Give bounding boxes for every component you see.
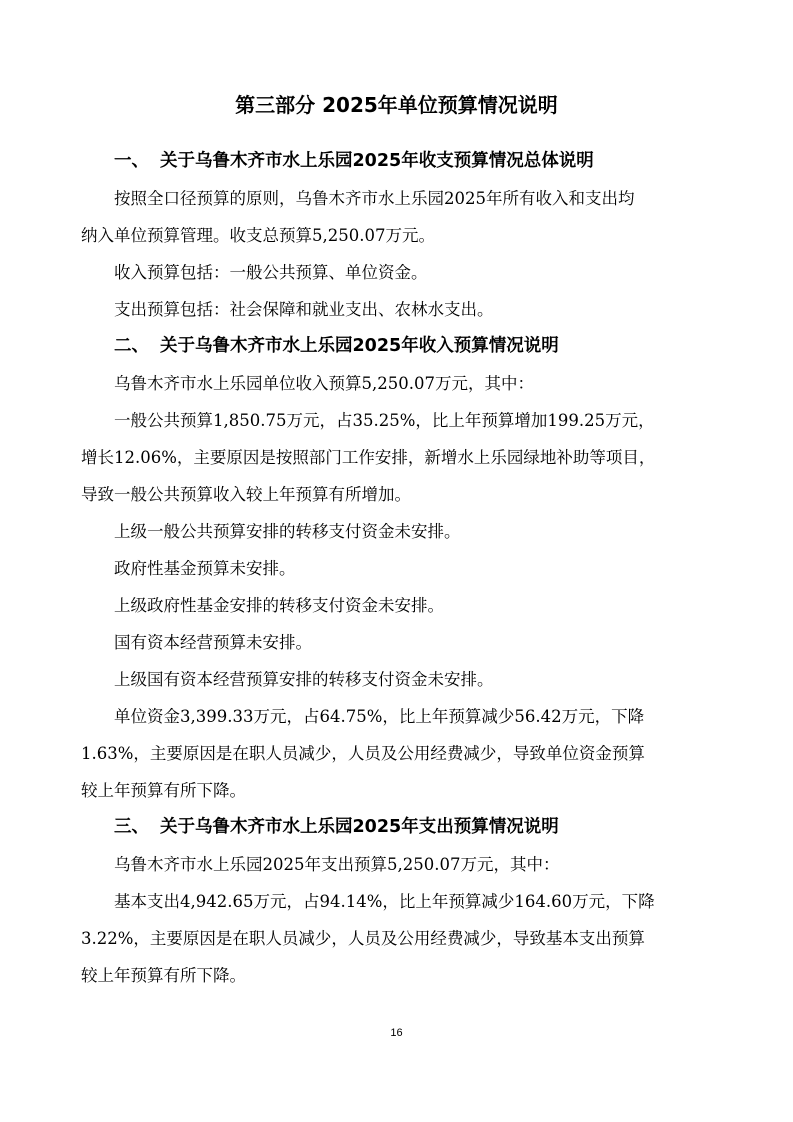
paragraph [114, 587, 718, 624]
section-heading [114, 809, 718, 846]
paragraph [81, 883, 718, 994]
paragraph-line: 上级国有资本经营预算安排的转移支付资金未安排。 [114, 670, 494, 689]
paragraph-line: 上级政府性基金安排的转移支付资金未安排。 [114, 596, 444, 615]
section-number: 三、 [114, 817, 149, 837]
section-heading-text: 关于乌鲁木齐市水上乐园2025年收入预算情况说明 [160, 336, 559, 356]
paragraph-line: 上级一般公共预算安排的转移支付资金未安排。 [114, 522, 461, 541]
section-heading [114, 328, 718, 365]
paragraph [81, 180, 718, 254]
paragraph-line: 增长12.06%，主要原因是按照部门工作安排，新增水上乐园绿地补助等项目， [81, 448, 656, 467]
page-title: 第三部分 2025年单位预算情况说明 [235, 93, 558, 117]
paragraph-line: 乌鲁木齐市水上乐园2025年支出预算5,250.07万元，其中： [114, 855, 560, 874]
section-heading-text: 关于乌鲁木齐市水上乐园2025年收支预算情况总体说明 [160, 151, 594, 171]
paragraph-line: 乌鲁木齐市水上乐园单位收入预算5,250.07万元，其中： [114, 374, 534, 393]
paragraph-line: 基本支出4,942.65万元，占94.14%，比上年预算减少164.60万元，下降 [114, 892, 655, 911]
paragraph-line: 导致一般公共预算收入较上年预算有所增加。 [81, 485, 411, 504]
paragraph-line: 较上年预算有所下降。 [81, 966, 246, 985]
paragraph-line: 单位资金3,399.33万元，占64.75%，比上年预算减少56.42万元，下降 [114, 707, 645, 726]
paragraph-line: 纳入单位预算管理。收支总预算5,250.07万元。 [81, 226, 435, 245]
section-number: 一、 [114, 151, 149, 171]
paragraph [81, 698, 718, 809]
paragraph-line: 国有资本经营预算未安排。 [114, 633, 312, 652]
paragraph [114, 661, 718, 698]
paragraph-line: 按照全口径预算的原则，乌鲁木齐市水上乐园2025年所有收入和支出均 [114, 189, 635, 208]
section-heading [114, 143, 718, 180]
paragraph-line: 1.63%，主要原因是在职人员减少，人员及公用经费减少，导致单位资金预算 [81, 744, 645, 763]
paragraph [114, 291, 718, 328]
paragraph [114, 624, 718, 661]
paragraph [114, 254, 718, 291]
section-number: 二、 [114, 336, 149, 356]
paragraph-line: 一般公共预算1,850.75万元，占35.25%，比上年预算增加199.25万元， [114, 411, 655, 430]
paragraph-line: 收入预算包括：一般公共预算、单位资金。 [114, 263, 428, 282]
paragraph [114, 550, 718, 587]
section-heading-text: 关于乌鲁木齐市水上乐园2025年支出预算情况说明 [160, 817, 559, 837]
paragraph-line: 政府性基金预算未安排。 [114, 559, 296, 578]
paragraph [114, 846, 718, 883]
paragraph-line: 3.22%，主要原因是在职人员减少，人员及公用经费减少，导致基本支出预算 [81, 929, 645, 948]
page-number: 16 [390, 1027, 403, 1039]
document-body [81, 143, 718, 994]
paragraph [114, 365, 718, 402]
paragraph-line: 较上年预算有所下降。 [81, 781, 246, 800]
paragraph-line: 支出预算包括：社会保障和就业支出、农林水支出。 [114, 300, 494, 319]
paragraph [81, 402, 718, 513]
paragraph [114, 513, 718, 550]
